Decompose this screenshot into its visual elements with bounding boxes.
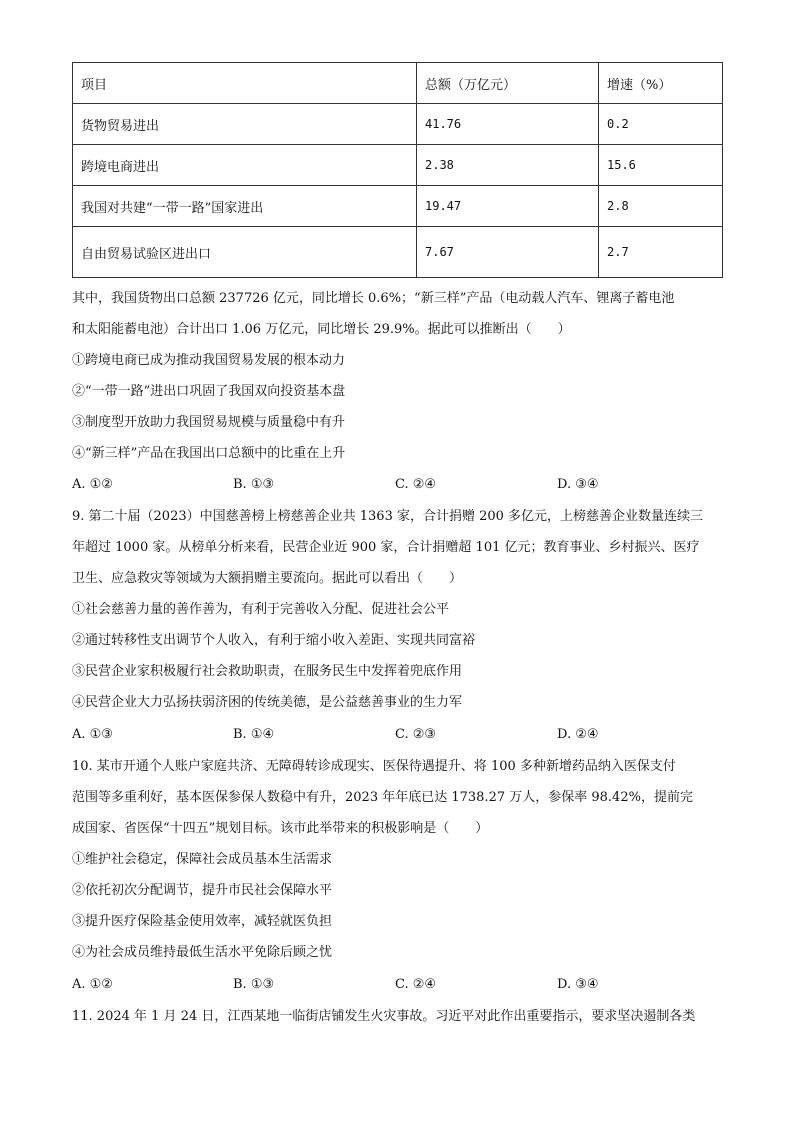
option-d[interactable]: D. ②④ [557,727,599,742]
q10-stem-line: 成国家、省医保“十四五”规划目标。该市此举带来的积极影响是（ ） [72,821,489,836]
q8-stem-line: 和太阳能蓄电池）合计出口 1.06 万亿元，同比增长 29.9%。据此可以推断出（ ） [72,322,571,337]
q8-item: ①跨境电商已成为推动我国贸易发展的根本动力 [72,353,346,368]
option-c[interactable]: C. ②④ [395,477,437,492]
q9-item: ③民营企业家积极履行社会救助职责，在服务民生中发挥着兜底作用 [72,664,463,679]
option-d[interactable]: D. ③④ [557,977,599,992]
q8-stem-line: 其中，我国货物出口总额 237726 亿元，同比增长 0.6%；“新三样”产品（电动载人汽车、锂离子蓄电池 [72,291,675,306]
q9-item: ②通过转移性支出调节个人收入，有利于缩小收入差距、实现共同富裕 [72,633,476,648]
option-b[interactable]: B. ①③ [233,477,275,492]
header-cell: 项目 [73,63,417,104]
trade-statistics-table [72,62,723,278]
q10-item: ③提升医疗保险基金使用效率，减轻就医负担 [72,914,333,929]
q8-options [72,475,732,495]
q8-item: ④“新三样”产品在我国出口总额中的比重在上升 [72,446,346,461]
table-cell: 2.7 [599,227,723,278]
option-a[interactable]: A. ①② [72,977,113,992]
table-cell: 我国对共建“一带一路”国家进出 [73,186,417,227]
table-header-row [73,63,723,104]
option-a[interactable]: A. ①② [72,477,113,492]
option-b[interactable]: B. ①④ [233,727,275,742]
q10-item: ④为社会成员维持最低生活水平免除后顾之忧 [72,945,333,960]
table-cell: 自由贸易试验区进出口 [73,227,417,278]
q9-stem-line: 年超过 1000 家。从榜单分析来看，民营企业近 900 家，合计捐赠超 101 亿元；教育事业、乡村振兴、医疗 [72,540,700,555]
option-c[interactable]: C. ②④ [395,977,437,992]
q10-stem-line: 范围等多重利好，基本医保参保人数稳中有升，2023 年年底已达 1738.27 万人，参保率 98.42%，提前完 [72,790,693,805]
q10-item: ②依托初次分配调节，提升市民社会保障水平 [72,883,333,898]
q10-options [72,975,732,995]
table-cell: 41.76 [417,104,599,145]
q9-item: ①社会慈善力量的善作善为，有利于完善收入分配、促进社会公平 [72,602,450,617]
q10-stem-line: 10. 某市开通个人账户家庭共济、无障碍转诊成现实、医保待遇提升、将 100 多种新增药品纳入医保支付 [72,759,676,774]
option-d[interactable]: D. ③④ [557,477,599,492]
table-cell: 2.8 [599,186,723,227]
q9-stem-line: 卫生、应急救灾等领域为大额捐赠主要流向。据此可以看出（ ） [72,571,463,586]
table-cell: 7.67 [417,227,599,278]
table-cell: 0.2 [599,104,723,145]
table-row [73,145,723,186]
q8-item: ②“一带一路”进出口巩固了我国双向投资基本盘 [72,384,346,399]
q11-stem-line: 11. 2024 年 1 月 24 日，江西某地一临街店铺发生火灾事故。习近平对此作出重要指示，要求坚决遏制各类 [72,1009,696,1024]
option-b[interactable]: B. ①③ [233,977,275,992]
q9-options [72,725,732,745]
q9-stem-line: 9. 第二十届（2023）中国慈善榜上榜慈善企业共 1363 家，合计捐赠 200 多亿元，上榜慈善企业数量连续三 [72,509,704,524]
table-cell: 15.6 [599,145,723,186]
table-cell: 跨境电商进出 [73,145,417,186]
header-cell: 增速（%） [599,63,723,104]
table-cell: 19.47 [417,186,599,227]
table-row [73,104,723,145]
option-c[interactable]: C. ②③ [395,727,437,742]
table-row [73,186,723,227]
q8-item: ③制度型开放助力我国贸易规模与质量稳中有升 [72,415,346,430]
header-cell: 总额（万亿元） [417,63,599,104]
q9-item: ④民营企业大力弘扬扶弱济困的传统美德，是公益慈善事业的生力军 [72,695,463,710]
q10-item: ①维护社会稳定，保障社会成员基本生活需求 [72,852,333,867]
table-row [73,227,723,278]
table-cell: 2.38 [417,145,599,186]
table-cell: 货物贸易进出 [73,104,417,145]
option-a[interactable]: A. ①③ [72,727,113,742]
